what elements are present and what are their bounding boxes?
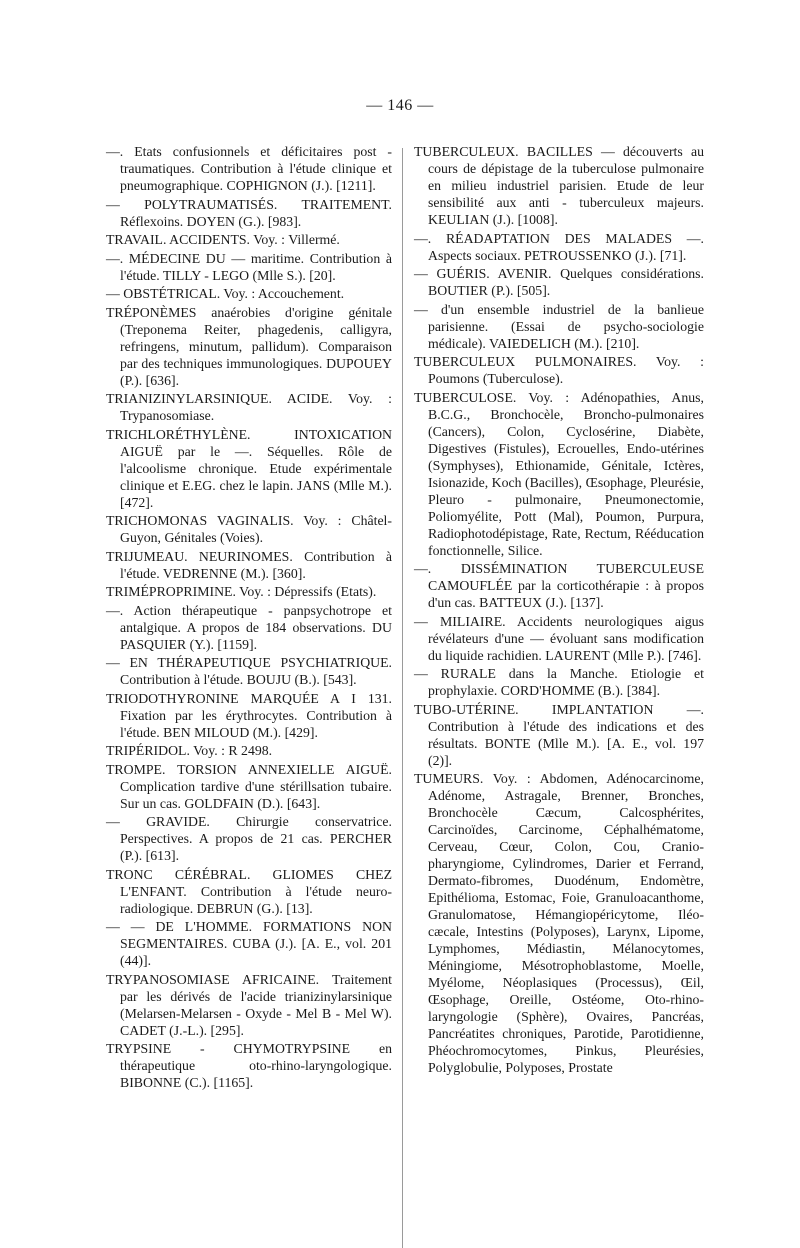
index-entry: — RURALE dans la Manche. Etiologie et prophylaxie. CORD'HOMME (B.). [384]. [414,666,704,698]
left-column [106,143,392,1093]
index-entry: —. Action thérapeutique - panpsychotrope et antalgique. A propos de 184 observations. DU PASQUIER (Y.). [1159]. [106,602,392,652]
index-entry: — — DE L'HOMME. FORMATIONS NON SEGMENTAIRES. CUBA (J.). [A. E., vol. 201 (44)]. [106,919,392,968]
index-entry: TRAVAIL. ACCIDENTS. Voy. : Villermé. [106,232,340,247]
index-entry: TRÉPONÈMES anaérobies d'origine génitale (Treponema Reiter, phagedenis, calligyra, refringens, minutum, pallidum). Comparaison par des techniques immunologiques. DUPOUEY (P.). [636]. [106,304,392,388]
index-entry: TUBO-UTÉRINE. IMPLANTATION —. Contribution à l'étude des indications et des résultats. BONTE (Mlle M.). [A. E., vol. 197 (2)]. [414,701,704,768]
index-entry: TRIANIZINYLARSINIQUE. ACIDE. Voy. : Trypanosomiase. [106,391,392,423]
right-column [414,143,704,1078]
index-entry: TRIMÉPROPRIMINE. Voy. : Dépressifs (Etats). [106,584,377,599]
index-entry: — GRAVIDE. Chirurgie conservatrice. Perspectives. A propos de 21 cas. PERCHER (P.). [613]. [106,814,392,863]
index-entry: TRIJUMEAU. NEURINOMES. Contribution à l'étude. VEDRENNE (M.). [360]. [106,548,392,581]
index-entry: TROMPE. TORSION ANNEXIELLE AIGUË. Complication tardive d'une stérillsation tubaire. Sur un cas. GOLDFAIN (D.). [643]. [106,761,392,811]
index-entry: TRIPÉRIDOL. Voy. : R 2498. [106,743,273,758]
index-entry: TRICHOMONAS VAGINALIS. Voy. : Châtel-Guyon, Génitales (Voies). [106,513,392,545]
index-entry: — EN THÉRAPEUTIQUE PSYCHIATRIQUE. Contribution à l'étude. BOUJU (B.). [543]. [106,655,392,687]
index-entry: TRYPANOSOMIASE AFRICAINE. Traitement par les dérivés de l'acide trianizinylarsinique (Melarsen-Melarsen - Oxyde - Mel B - Mel W). CADET (J.-L.). [295]. [106,971,392,1038]
index-entry: — OBSTÉTRICAL. Voy. : Accouchement. [106,286,345,301]
index-entry: — d'un ensemble industriel de la banlieue parisienne. (Essai de psycho-sociologie médicale). VAIEDELICH (M.). [210]. [414,301,704,351]
index-entry: —. MÉDECINE DU — maritime. Contribution à l'étude. TILLY - LEGO (Mlle S.). [20]. [106,250,392,283]
index-entry: —. Etats confusionnels et déficitaires post - traumatiques. Contribution à l'étude clinique et pneumographique. COPHIGNON (J.). [1211]. [106,144,392,193]
page-number: — 146 — [366,97,434,114]
index-entry: TUMEURS. Voy. : Abdomen, Adénocarcinome, Adénome, Astragale, Brenner, Bronches, Bronchocèle Cæcum, Calcosphérites, Carcinoïdes, Carcinome, Céphalhématome, Cerveau, Cœur, Colon, Cou, Cranio-pharyngiome, Cylindromes, Darier et Ferrand, Dermato-fibromes, Duodénum, Endomètre, Epithélioma, Estomac, Foie, Granuloacanthome, Granulomatose, Hémangiopéricytome, Iléo-cæcale, Intestins (Polyposes), Larynx, Lipome, Lymphomes, Médiastin, Mélanocytomes, Méningiome, Mésotrophoblastome, Moelle, Myélome, Néoplasiques (Processus), Œil, Œsophage, Oreille, Ostéome, Oto-rhino-laryngologie (Sphère), Ovaires, Pancréas, Pancréatites chroniques, Parotide, Parotidienne, Phéochromocytomes, Pinkus, Pleurésies, Polyglobulie, Polyposes, Prostate [414,771,704,1075]
index-entry: —. RÉADAPTATION DES MALADES —. Aspects sociaux. PETROUSSENKO (J.). [71]. [414,230,704,263]
index-entry: — POLYTRAUMATISÉS. TRAITEMENT. Réflexoins. DOYEN (G.). [983]. [106,196,392,229]
index-entry: TUBERCULEUX PULMONAIRES. Voy. : Poumons (Tuberculose). [414,354,704,386]
index-entry: —. DISSÉMINATION TUBERCULEUSE CAMOUFLÉE par la corticothérapie : à propos d'un cas. BATTEUX (J.). [137]. [414,561,704,610]
index-entry: TRICHLORÉTHYLÈNE. INTOXICATION AIGUË par le —. Séquelles. Rôle de l'alcoolisme chronique. Etude expérimentale clinique et E.EG. chez le lapin. JANS (Mlle M.). [472]. [106,426,392,510]
index-entry: TRYPSINE - CHYMOTRYPSINE en thérapeutique oto-rhino-laryngologique. BIBONNE (C.). [1165]. [106,1041,392,1090]
index-entry: TUBERCULOSE. Voy. : Adénopathies, Anus, B.C.G., Bronchocèle, Broncho-pulmonaires (Cancers), Colon, Cyclosérine, Diabète, Digestives (Fistules), Ecrouelles, Endo-utérines (Symphyses), Ethionamide, Génitale, Ictères, Isionazide, Koch (Bacilles), Œsophage, Pleurésie, Pleuro - pulmonaire, Pneumonectomie, Poliomyélite, Pott (Mal), Poumon, Purpura, Radiophotodépistage, Rate, Rectum, Rééducation fonctionnelle, Silice. [414,389,704,558]
column-divider [402,148,403,1248]
index-entry: TRONC CÉRÉBRAL. GLIOMES CHEZ L'ENFANT. Contribution à l'étude neuro-radiologique. DEBRUN (G.). [13]. [106,866,392,916]
index-entry: — GUÉRIS. AVENIR. Quelques considérations. BOUTIER (P.). [505]. [414,266,704,298]
index-entry: TUBERCULEUX. BACILLES — découverts au cours de dépistage de la tuberculose pulmonaire en milieu industriel parisien. Etude de leur sensibilité aux anti - tuberculeux majeurs. KEULIAN (J.). [1008]. [414,144,704,227]
index-entry: TRIODOTHYRONINE MARQUÉE A I 131. Fixation par les érythrocytes. Contribution à l'étude. BEN MILOUD (M.). [429]. [106,690,392,740]
index-entry: — MILIAIRE. Accidents neurologiques aigus révélateurs d'une — évoluant sans modification du liquide rachidien. LAURENT (Mlle P.). [746]. [414,613,704,663]
